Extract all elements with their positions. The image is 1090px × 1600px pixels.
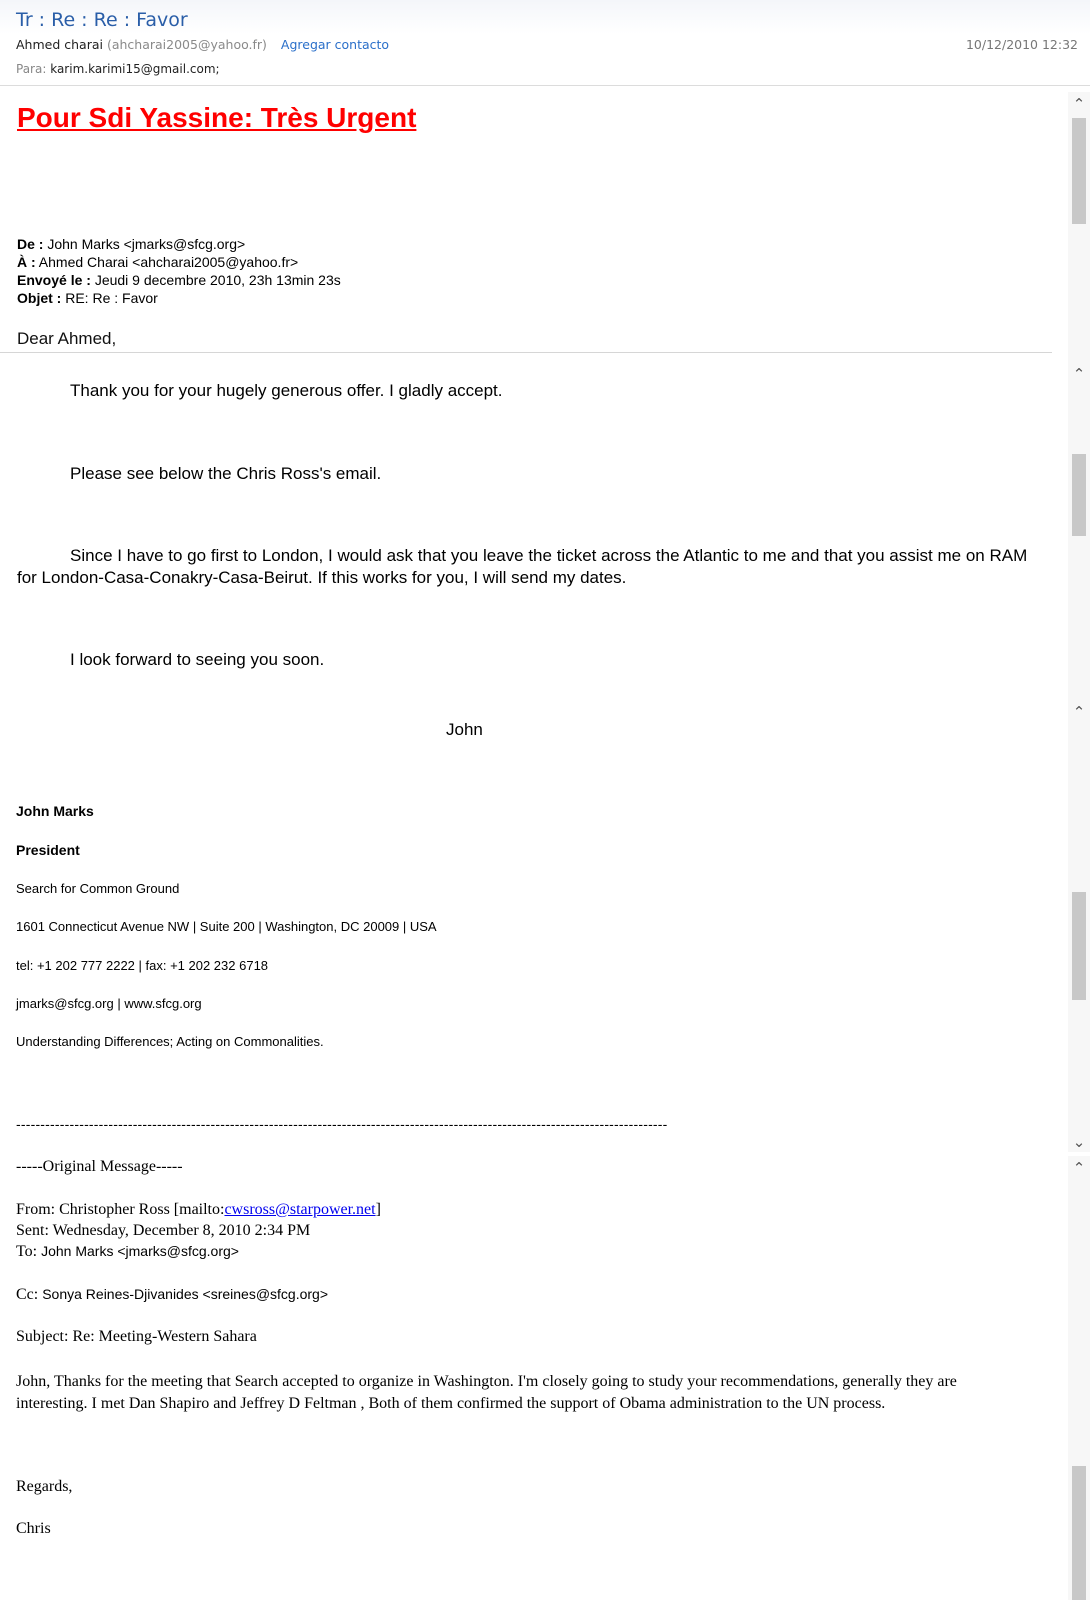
paragraph: I look forward to seeing you soon.	[70, 650, 325, 669]
original-signed: Chris	[16, 1520, 51, 1537]
message-title: Pour Sdi Yassine: Très Urgent	[17, 102, 417, 133]
scrollbar-thumb[interactable]	[1072, 1466, 1086, 1600]
meta-sent-value: Jeudi 9 decembre 2010, 23h 13min 23s	[94, 272, 341, 288]
meta-to-label: À :	[17, 254, 36, 270]
message-header	[0, 0, 1090, 86]
signature-role: President	[16, 842, 80, 858]
add-contact-link[interactable]: Agregar contacto	[280, 37, 390, 52]
mailto-link[interactable]: cwsross@starpower.net	[224, 1201, 376, 1218]
original-to-prefix: To:	[16, 1243, 42, 1260]
original-to	[16, 1243, 239, 1261]
signoff: John	[446, 720, 483, 739]
chevron-up-icon[interactable]: ⌃	[1072, 703, 1086, 721]
meta-sent	[17, 272, 341, 288]
message-body	[0, 86, 1052, 1600]
signature-name: John Marks	[16, 803, 94, 819]
separator-line: --------------------------------------------------------------------------------------------------------------------------------------	[16, 1116, 668, 1132]
sender-email: (ahcharai2005@yahoo.fr)	[106, 37, 267, 52]
meta-from-label: De :	[17, 236, 44, 252]
original-subject: Subject: Re: Meeting-Western Sahara	[16, 1328, 257, 1345]
signature-motto: Understanding Differences; Acting on Commonalities.	[16, 1034, 324, 1049]
chevron-up-icon[interactable]: ⌃	[1072, 365, 1086, 383]
chevron-up-icon[interactable]: ⌃	[1072, 95, 1086, 113]
meta-to	[17, 254, 298, 270]
chevron-down-icon[interactable]: ⌄	[1072, 1133, 1086, 1151]
scrollbar-pane-2[interactable]	[1068, 362, 1090, 702]
original-body: John, Thanks for the meeting that Search accepted to organize in Washington. I'm closely going to study your recommendations, generally they are interesting. I met Dan Shapiro and Jeffrey D Feltman , Both of them confirmed the support of Obama administration to the UN process.	[16, 1373, 957, 1412]
to-label: Para:	[16, 62, 47, 76]
recipient-line	[16, 62, 220, 76]
meta-from-value: John Marks <jmarks@sfcg.org>	[47, 236, 246, 252]
signature-web: jmarks@sfcg.org | www.sfcg.org	[16, 996, 202, 1011]
paragraph: Thank you for your hugely generous offer. I gladly accept.	[70, 381, 503, 400]
to-value: karim.karimi15@gmail.com;	[50, 62, 220, 76]
meta-to-value: Ahmed Charai <ahcharai2005@yahoo.fr>	[38, 254, 299, 270]
meta-subject-label: Objet :	[17, 290, 62, 306]
paragraph: Since I have to go first to London, I would ask that you leave the ticket across the Atlantic to me and that you assist me on RAM for London-Casa-Conakry-Casa-Beirut. If this works for you, I will send my dates.	[17, 546, 1028, 587]
original-to-value: John Marks <jmarks@sfcg.org>	[41, 1243, 239, 1259]
scrollbar-thumb[interactable]	[1072, 454, 1086, 536]
pane-divider	[0, 352, 1052, 353]
signature-org: Search for Common Ground	[16, 881, 180, 896]
scrollbar-thumb[interactable]	[1072, 892, 1086, 1000]
original-from-prefix: From: Christopher Ross [mailto:	[16, 1201, 225, 1218]
original-cc	[16, 1286, 328, 1304]
original-cc-prefix: Cc:	[16, 1286, 43, 1303]
signature-address: 1601 Connecticut Avenue NW | Suite 200 | Washington, DC 20009 | USA	[16, 919, 437, 934]
sender-line	[16, 37, 389, 52]
scrollbar-thumb[interactable]	[1072, 118, 1086, 224]
original-closing: Regards,	[16, 1478, 73, 1495]
message-date: 10/12/2010 12:32	[965, 37, 1078, 52]
scrollbar-pane-3[interactable]	[1068, 700, 1090, 1152]
original-cc-value: Sonya Reines-Djivanides <sreines@sfcg.org>	[42, 1286, 329, 1302]
message-subject: Tr : Re : Re : Favor	[16, 9, 188, 31]
original-sent: Sent: Wednesday, December 8, 2010 2:34 PM	[16, 1222, 311, 1239]
sender-name: Ahmed charai	[16, 37, 103, 52]
scrollbar-pane-4[interactable]	[1068, 1156, 1090, 1600]
meta-subject-value: RE: Re : Favor	[65, 290, 158, 306]
greeting: Dear Ahmed,	[17, 329, 117, 348]
signature-phone: tel: +1 202 777 2222 | fax: +1 202 232 6718	[16, 958, 269, 973]
original-from	[16, 1201, 381, 1219]
meta-from	[17, 236, 245, 252]
meta-sent-label: Envoyé le :	[17, 272, 91, 288]
chevron-up-icon[interactable]: ⌃	[1072, 1159, 1086, 1177]
original-from-suffix: ]	[375, 1201, 381, 1218]
paragraph: Please see below the Chris Ross's email.	[70, 464, 382, 483]
meta-subject	[17, 290, 158, 306]
original-heading: -----Original Message-----	[16, 1158, 183, 1175]
